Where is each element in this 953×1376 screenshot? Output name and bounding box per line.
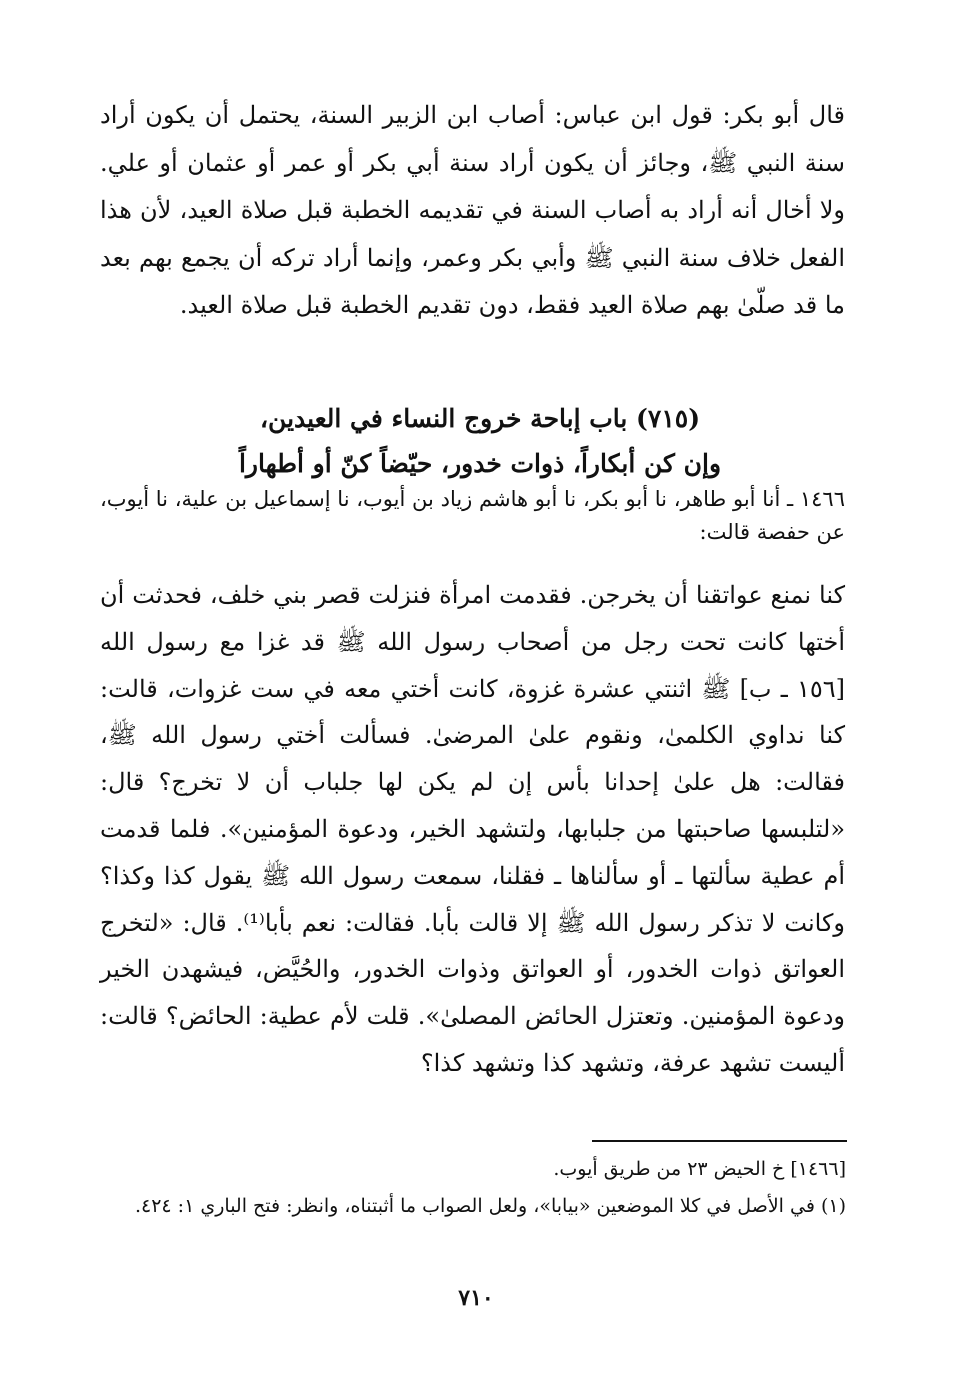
hadith-isnad: ١٤٦٦ ـ أنا أبو طاهر، نا أبو بكر، نا أبو هاشم زياد بن أيوب، نا إسماعيل بن علية، نا أيوب، عن حفصة قالت: [100,487,845,544]
footnote-divider [592,1140,847,1142]
commentary-paragraph: قال أبو بكر: قول ابن عباس: أصاب ابن الزبير السنة، يحتمل أن يكون أراد سنة النبي ﷺ، وجائز أن يكون أراد سنة أبي بكر أو عمر أو عثمان أو علي. ولا أخال أنه أراد به أصاب السنة في تقديمه الخطبة قبل صلاة العيد، لأن هذا الفعل خلاف سنة النبي ﷺ وأبي بكر وعمر، وإنما أراد تركه أن يجمع بهم بعد ما قد صلّىٰ بهم صلاة العيد فقط، دون تقديم الخطبة قبل صلاة العيد. [100,101,845,319]
chapter-heading-line-1: (٧١٥) باب إباحة خروج النساء في العيدين، [259,404,701,433]
page-number: ٧١٠ [458,1285,494,1311]
hadith-text: كنا نمنع عواتقنا أن يخرجن. فقدمت امرأة فنزلت قصر بني خلف، فحدثت أن أختها كانت تحت رجل من أصحاب رسول الله ﷺ قد غزا مع رسول الله [١٥٦ ـ ب] ﷺ اثنتي عشرة غزوة، كانت أختي معه في ست غزوات، قالت: كنا نداوي الكلمىٰ، ونقوم علىٰ المرضىٰ. فسألت أختي رسول الله ﷺ، فقالت: هل علىٰ إحدانا بأس إن لم يكن لها جلباب أن لا تخرج؟ قال: «لتلبسها صاحبتها من جلبابها، ولتشهد الخير، ودعوة المؤمنين». فلما قدمت أم عطية سألتها ـ أو سألناها ـ فقلنا، سمعت رسول الله ﷺ يقول كذا وكذا؟ وكانت لا تذكر رسول الله ﷺ إلا قالت بأبا. فقالت: نعم بأبا⁽¹⁾. قال: «لتخرج العواتق ذوات الخدور، أو العواتق وذوات الخدور، والحُيَّض، فيشهدن الخير ودعوة المؤمنين. وتعتزل الحائض المصلىٰ». قلت لأم عطية: الحائض؟ قالت: أليست تشهد عرفة، وتشهد كذا وتشهد كذا؟ [100,581,846,1077]
footnote-source: [١٤٦٦] خ الحيض ٢٣ من طريق أيوب. [553,1158,846,1180]
chapter-heading-line-2: وإن كن أبكاراً، ذوات خدور، حيّضاً كنّ أو أطهاراً [238,449,722,478]
footnote-1: (١) في الأصل في كلا الموضعين «بيابا»، ولعل الصواب ما أثبتناه، وانظر: فتح الباري ١: ٤٢٤. [134,1195,846,1217]
chapter-heading [90,396,870,486]
